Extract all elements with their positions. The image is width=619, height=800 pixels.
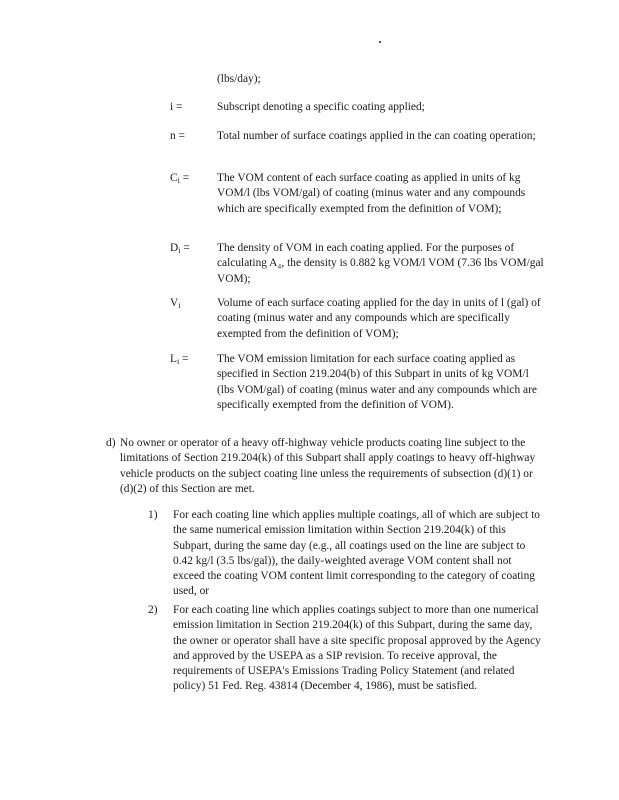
definition-text: Subscript denoting a specific coating applied; xyxy=(217,101,425,113)
definition-i: i = Subscript denoting a specific coating applied; xyxy=(170,100,550,115)
subsection-d xyxy=(106,436,540,497)
item-text: For each coating line which applies multiple coatings, all of which are subject to the same numerical emission limitation within Section 219.204(k) of this Subpart, during the same day (e.g., all coatings used on the line are subject to 0.42 kg/l (3.5 lbs/gal)), the daily-weighted average VOM content shall not exceed the coating VOM content limit corresponding to the category of coating used, or xyxy=(173,509,540,598)
definition-text: Volume of each surface coating applied for the day in units of l (gal) of coating (minus water and any compounds which are specifically exempted from the definition of VOM); xyxy=(217,297,541,340)
subsection-d2 xyxy=(148,603,548,695)
definition-ci: $C_i$ = The VOM content of each surface coating as applied in units of kg VOM/l (lbs VOM/gal) of coating (minus water and any compounds which are specifically exempted from the definition of VOM); xyxy=(170,171,550,217)
subsection-text: No owner or operator of a heavy off-highway vehicle products coating line subject to the limitations of Section 219.204(k) of this Subpart shall apply coatings to heavy off-highway vehicle products on the subject coating line unless the requirements of subsection (d)(1) or (d)(2) of this Section are met. xyxy=(120,437,536,495)
subsection-label: d) xyxy=(106,437,116,449)
definition-n: n = Total number of surface coatings applied in the can coating operation; xyxy=(170,129,550,144)
subsection-d1 xyxy=(148,508,548,600)
definition-li: $L_i$ = The VOM emission limitation for each surface coating applied as specified in Section 219.204(b) of this Subpart in units of kg VOM/l (lbs VOM/gal) of coating (minus water and any compounds which are specifically exempted from the definition of VOM). xyxy=(170,352,550,413)
definition-vi: $V_i$ Volume of each surface coating applied for the day in units of l (gal) of coating (minus water and any compounds which are specifically exempted from the definition of VOM); xyxy=(170,296,550,342)
item-number: 2) xyxy=(148,604,158,616)
item-number: 1) xyxy=(148,509,158,521)
item-text: For each coating line which applies coatings subject to more than one numerical emission limitation in Section 219.204(k) of this Subpart, during the same day, the owner or operator shall have a site specific proposal approved by the Agency and approved by the USEPA as a SIP revision. To receive approval, the requirements of USEPA's Emissions Trading Policy Statement (and related policy) 51 Fed. Reg. 43814 (December 4, 1986), must be satisfied. xyxy=(173,604,541,693)
definition-text: The VOM content of each surface coating as applied in units of kg VOM/l (lbs VOM/gal) of coating (minus water and any compounds which are specifically exempted from the definition of VOM); xyxy=(217,172,526,215)
definition-text: The density of VOM in each coating applied. For the purposes of calculating A₄, the density is 0.882 kg VOM/l VOM (7.36 lbs VOM/gal VOM); xyxy=(217,242,544,285)
definition-text: Total number of surface coatings applied in the can coating operation; xyxy=(217,130,536,142)
definition-text: The VOM emission limitation for each surface coating applied as specified in Section 219.204(b) of this Subpart in units of kg VOM/l (lbs VOM/gal) of coating (minus water and any compounds which are specifically exempted from the definition of VOM). xyxy=(217,353,537,411)
header-mark xyxy=(379,41,381,43)
definition-di: $D_i$ = The density of VOM in each coating applied. For the purposes of calculating A₄, the density is 0.882 kg VOM/l VOM (7.36 lbs VOM/gal VOM); xyxy=(170,241,550,287)
continuation-text: (lbs/day); xyxy=(217,73,261,85)
